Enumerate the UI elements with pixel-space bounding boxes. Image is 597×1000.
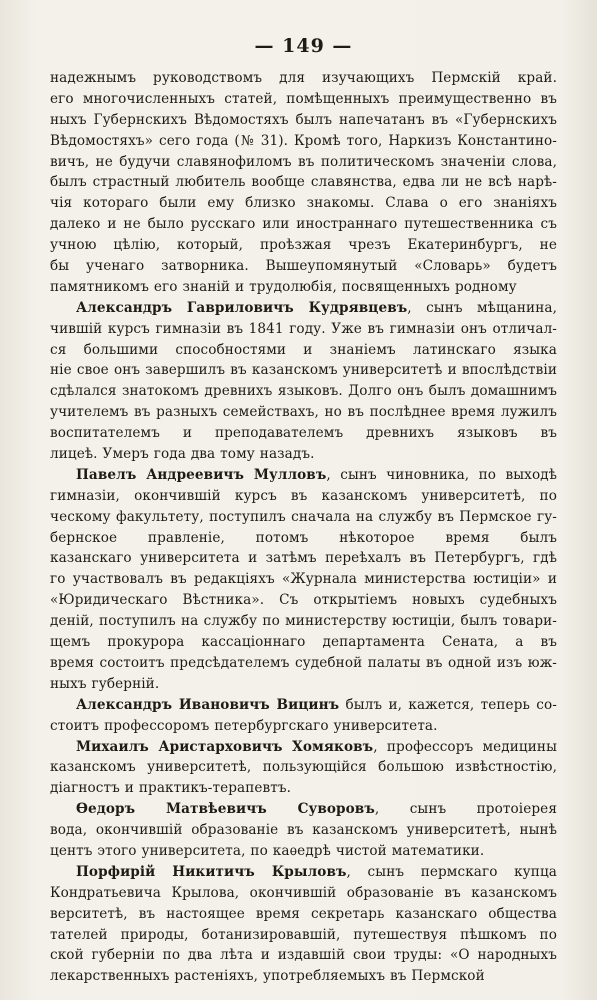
text-line bbox=[50, 632, 557, 653]
text-line bbox=[50, 904, 557, 925]
line-text: гимназіи, окончившій курсъ въ казанскомъ университетѣ, по bbox=[50, 487, 557, 504]
line-text: учною цѣлію, который, проѣзжая чрезъ Екатеринбургъ, не bbox=[50, 237, 557, 254]
paragraph bbox=[50, 465, 557, 695]
line-text: чія котораго были ему близко знакомы. Слава о его знаніяхъ bbox=[50, 195, 557, 212]
text-line bbox=[50, 966, 557, 987]
text-line bbox=[50, 737, 557, 758]
text-line bbox=[50, 381, 557, 402]
text-line bbox=[50, 590, 557, 611]
person-name: Порфирій Никитичъ Крыловъ bbox=[76, 863, 347, 880]
line-text: центъ этого университета, по каѳедрѣ чистой математики. bbox=[50, 842, 485, 859]
text-line bbox=[50, 110, 557, 131]
line-text: деній, поступилъ на службу по министерству юстиціи, былъ товари- bbox=[50, 613, 557, 630]
text-line bbox=[50, 256, 557, 277]
person-name: Александръ Гавриловичъ Кудрявцевъ bbox=[76, 299, 408, 316]
line-text: ской губерніи по два лѣта и издавшій свои труды: «О народныхъ bbox=[50, 947, 557, 964]
text-line bbox=[50, 486, 557, 507]
line-text: сдѣлался знатокомъ древнихъ языковъ. Долго онъ былъ домашнимъ bbox=[50, 383, 557, 400]
line-text: «Юридическаго Вѣстника». Съ открытіемъ новыхъ судебныхъ bbox=[50, 592, 557, 609]
line-text: ныхъ Губернскихъ Вѣдомостяхъ былъ напечатанъ въ «Губернскихъ bbox=[50, 111, 557, 128]
text-line bbox=[50, 444, 557, 465]
line-text: воспитателемъ и преподавателемъ древнихъ языковъ въ bbox=[50, 425, 557, 442]
line-text: діагностъ и практикъ-терапевтъ. bbox=[50, 780, 292, 797]
text-line bbox=[50, 528, 557, 549]
line-text: вода, окончившій образованіе въ казанскомъ университетѣ, нынѣ bbox=[50, 822, 557, 839]
text-line bbox=[50, 402, 557, 423]
text-line bbox=[50, 862, 557, 883]
text-line bbox=[50, 423, 557, 444]
text-line bbox=[50, 89, 557, 110]
line-text: казанскаго университета и затѣмъ переѣхалъ въ Петербургъ, гдѣ bbox=[50, 550, 557, 567]
line-text: вичъ, не будучи славянофиломъ въ политическомъ значеніи слова, bbox=[50, 153, 557, 170]
line-text: , сынъ чиновника, по выходѣ bbox=[326, 466, 557, 483]
text-line bbox=[50, 820, 557, 841]
text-line bbox=[50, 653, 557, 674]
text-line bbox=[50, 945, 557, 966]
text-line bbox=[50, 507, 557, 528]
line-text: Кондратьевича Крылова, окончившій образованіе въ казанскомъ bbox=[50, 884, 557, 901]
line-text: го участвовалъ въ редакціяхъ «Журнала министерства юстиціи» и bbox=[50, 571, 557, 588]
line-text: бы ученаго затворника. Вышеупомянутый «Словарь» будетъ bbox=[50, 258, 557, 275]
line-text: Вѣдомостяхъ» сего года (№ 31). Кромѣ того, Наркизъ Константино- bbox=[50, 132, 557, 149]
line-text: бернское правленіе, потомъ нѣкоторое время былъ bbox=[50, 529, 557, 546]
line-text: верситетѣ, въ настоящее время секретарь казанскаго общества bbox=[50, 905, 557, 922]
text-line bbox=[50, 277, 557, 298]
text-line bbox=[50, 360, 557, 381]
line-text: , сынъ протоіерея bbox=[374, 801, 557, 818]
text-line bbox=[50, 465, 557, 486]
line-text: памятникомъ его знаній и трудолюбія, посвященныхъ родному bbox=[50, 278, 517, 295]
person-name: Михаилъ Аристарховичъ Хомяковъ bbox=[76, 738, 374, 755]
line-text: его многочисленныхъ статей, помѣщенныхъ преимущественно въ bbox=[50, 90, 557, 107]
line-text: чившій курсъ гимназіи въ 1841 году. Уже въ гимназіи онъ отличал- bbox=[50, 320, 557, 337]
line-text: ныхъ губерній. bbox=[50, 675, 160, 692]
paragraph bbox=[50, 695, 557, 737]
line-text: тателей природы, ботанизировавшій, путешествуя пѣшкомъ по bbox=[50, 926, 557, 943]
text-line bbox=[50, 716, 557, 737]
text-line bbox=[50, 235, 557, 256]
text-line bbox=[50, 757, 557, 778]
page-number: — 149 — bbox=[254, 35, 353, 57]
line-text: былъ и, кажется, теперь со- bbox=[339, 696, 557, 713]
line-text: лицеѣ. Умеръ года два тому назадъ. bbox=[50, 446, 315, 463]
text-line bbox=[50, 778, 557, 799]
text-line bbox=[50, 298, 557, 319]
text-line bbox=[50, 319, 557, 340]
line-text: время состоитъ предсѣдателемъ судебной палаты въ одной изъ юж- bbox=[50, 654, 557, 671]
text-line bbox=[50, 172, 557, 193]
paragraph bbox=[50, 298, 557, 465]
text-line bbox=[50, 340, 557, 361]
text-line bbox=[50, 611, 557, 632]
line-text: , профессоръ медицины bbox=[373, 738, 557, 755]
text-line bbox=[50, 152, 557, 173]
person-name: Павелъ Андреевичъ Мулловъ bbox=[76, 466, 327, 483]
text-line bbox=[50, 841, 557, 862]
line-text: , сынъ пермскаго купца bbox=[346, 863, 557, 880]
text-line bbox=[50, 68, 557, 89]
line-text: лекарственныхъ растеніяхъ, употребляемыхъ въ Пермской bbox=[50, 968, 485, 985]
text-line bbox=[50, 548, 557, 569]
text-line bbox=[50, 674, 557, 695]
person-name: Ѳедоръ Матвѣевичъ Суворовъ bbox=[76, 801, 375, 818]
line-text: казанскомъ университетѣ, пользующійся большою извѣстностію, bbox=[50, 759, 557, 776]
line-text: ніе свое онъ завершилъ въ казанскомъ университетѣ и впослѣдствіи bbox=[50, 362, 557, 379]
text-line bbox=[50, 695, 557, 716]
text-line bbox=[50, 193, 557, 214]
text-line bbox=[50, 569, 557, 590]
line-text: стоитъ профессоромъ петербургскаго университета. bbox=[50, 717, 438, 734]
line-text: учителемъ въ разныхъ семействахъ, но въ послѣднее время лужилъ bbox=[50, 404, 557, 421]
text-line bbox=[50, 799, 557, 820]
line-text: далеко и не было русскаго или иностраннаго путешественника съ bbox=[50, 216, 557, 233]
line-text: былъ страстный любитель вообще славянства, едва ли не всѣ нарѣ- bbox=[50, 174, 557, 191]
text-line bbox=[50, 131, 557, 152]
line-text: надежнымъ руководствомъ для изучающихъ Пермскій край. bbox=[50, 70, 557, 86]
text-line bbox=[50, 883, 557, 904]
text-line bbox=[50, 925, 557, 946]
line-text: щемъ прокурора кассаціоннаго департамента Сената, а въ bbox=[50, 634, 557, 651]
paragraph bbox=[50, 862, 557, 987]
paragraph bbox=[50, 799, 557, 862]
line-text: , сынъ мѣщанина, bbox=[407, 299, 557, 316]
line-text: ся большими способностями и знаніемъ латинскаго языка bbox=[50, 341, 557, 358]
person-name: Александръ Ивановичъ Вицинъ bbox=[76, 696, 340, 713]
paragraph bbox=[50, 737, 557, 800]
paragraph bbox=[50, 68, 557, 298]
text-line bbox=[50, 214, 557, 235]
page-body-text bbox=[50, 68, 557, 987]
line-text: ческому факультету, поступилъ сначала на службу въ Пермское гу- bbox=[50, 508, 557, 525]
